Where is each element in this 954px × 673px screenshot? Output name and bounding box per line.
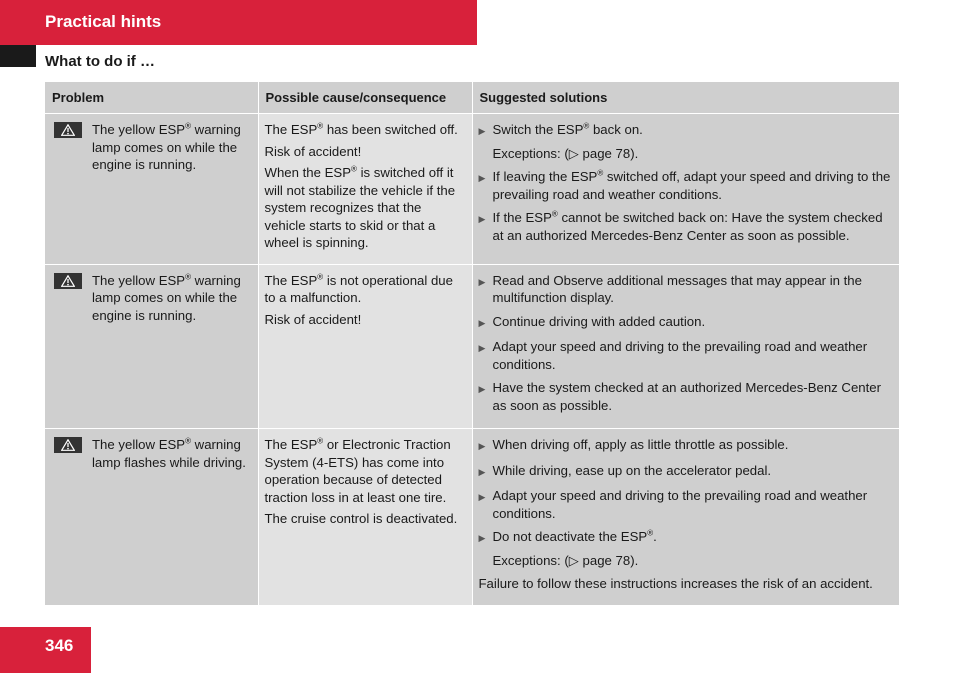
problem-text: The yellow ESP® warning lamp comes on while the engine is running. bbox=[92, 272, 241, 323]
table-body bbox=[45, 114, 899, 605]
problem-text: The yellow ESP® warning lamp flashes while driving. bbox=[92, 436, 246, 470]
triangle-right-icon: ▶ bbox=[478, 214, 486, 224]
section-title: Practical hints bbox=[45, 12, 162, 31]
exception-note: Exceptions: (▷ page 78). bbox=[492, 145, 639, 161]
solution-item bbox=[479, 462, 894, 482]
solution-item bbox=[479, 436, 894, 456]
column-header-cause: Possible cause/consequence bbox=[258, 82, 472, 114]
table-header-row bbox=[45, 82, 899, 114]
warning-triangle-icon bbox=[54, 437, 82, 453]
triangle-right-icon: ▶ bbox=[478, 384, 486, 394]
triangle-right-icon: ▶ bbox=[478, 533, 486, 543]
section-header-bar bbox=[0, 0, 477, 45]
triangle-right-icon: ▶ bbox=[478, 492, 486, 502]
solution-note: Failure to follow these instructions increases the risk of an accident. bbox=[478, 576, 873, 591]
solution-item bbox=[479, 313, 894, 333]
table-row bbox=[45, 429, 899, 605]
triangle-right-icon: ▶ bbox=[478, 466, 486, 477]
solution-text: Switch the ESP® back on. bbox=[492, 121, 643, 137]
triangle-right-icon: ▶ bbox=[478, 343, 486, 353]
cause-cell bbox=[258, 114, 472, 265]
solution-item bbox=[479, 272, 894, 307]
problem-content bbox=[51, 272, 252, 325]
hints-table bbox=[45, 82, 899, 605]
problem-content bbox=[51, 436, 252, 471]
cause-cell bbox=[258, 429, 472, 605]
triangle-right-icon: ▶ bbox=[478, 441, 486, 451]
cause-cell bbox=[258, 264, 472, 429]
cause-paragraph: Risk of accident! bbox=[264, 143, 362, 159]
cause-paragraph: When the ESP® is switched off it will not stabilize the vehicle if the system recognizes that the vehicle starts to skid or that a wheel is spinning. bbox=[264, 164, 456, 250]
solution-text: Read and Observe additional messages that may appear in the multifunction display. bbox=[492, 272, 862, 305]
warning-triangle-icon bbox=[54, 122, 82, 138]
problem-cell bbox=[45, 114, 258, 265]
solution-item bbox=[479, 121, 894, 141]
solution-text: When driving off, apply as little throttle as possible. bbox=[492, 437, 789, 452]
solution-item bbox=[479, 168, 894, 203]
solutions-cell bbox=[472, 114, 899, 265]
triangle-right-icon: ▶ bbox=[478, 317, 486, 328]
problem-cell bbox=[45, 429, 258, 605]
warning-triangle-icon bbox=[54, 273, 82, 289]
solution-item bbox=[479, 487, 894, 522]
triangle-right-icon: ▶ bbox=[478, 276, 486, 287]
solution-item bbox=[479, 528, 894, 548]
column-header-solutions: Suggested solutions bbox=[472, 82, 899, 114]
triangle-right-icon: ▶ bbox=[478, 126, 486, 136]
solution-text: Continue driving with added caution. bbox=[492, 313, 706, 329]
table-row bbox=[45, 114, 899, 265]
cause-paragraph: The ESP® has been switched off. bbox=[264, 121, 458, 137]
column-header-problem: Problem bbox=[45, 82, 258, 114]
page-number-box bbox=[0, 627, 91, 673]
page-subtitle: What to do if … bbox=[45, 53, 155, 70]
exception-note: Exceptions: (▷ page 78). bbox=[492, 552, 639, 568]
solution-item bbox=[479, 338, 894, 373]
cause-paragraph: The cruise control is deactivated. bbox=[264, 511, 458, 526]
cause-paragraph: The ESP® is not operational due to a malfunction. bbox=[264, 272, 453, 305]
chapter-tab-marker bbox=[0, 45, 36, 67]
table-row bbox=[45, 264, 899, 429]
solution-text: Have the system checked at an authorized Mercedes-Benz Center as soon as possible. bbox=[492, 380, 881, 413]
cause-paragraph: Risk of accident! bbox=[264, 311, 362, 327]
solution-text: If the ESP® cannot be switched back on: Have the system checked at an authorized Mercedes-Benz Center as soon as possible. bbox=[492, 209, 883, 243]
triangle-right-icon: ▶ bbox=[478, 173, 486, 183]
solution-text: While driving, ease up on the accelerator pedal. bbox=[492, 462, 772, 478]
problem-cell bbox=[45, 264, 258, 429]
problem-content bbox=[51, 121, 252, 174]
cause-paragraph: The ESP® or Electronic Traction System (4-ETS) has come into operation because of detected traction loss in at least one tire. bbox=[264, 436, 451, 505]
page-number: 346 bbox=[45, 636, 74, 655]
problem-text: The yellow ESP® warning lamp comes on while the engine is running. bbox=[92, 121, 241, 172]
solution-text: Adapt your speed and driving to the prevailing road and weather conditions. bbox=[492, 339, 868, 372]
solution-text: Do not deactivate the ESP®. bbox=[492, 528, 657, 544]
solutions-cell bbox=[472, 429, 899, 605]
solution-text: If leaving the ESP® switched off, adapt your speed and driving to the prevailing road and weather conditions. bbox=[492, 168, 891, 202]
solution-text: Adapt your speed and driving to the prevailing road and weather conditions. bbox=[492, 488, 868, 521]
solution-item bbox=[479, 379, 894, 414]
solutions-cell bbox=[472, 264, 899, 429]
solution-item bbox=[479, 209, 894, 244]
